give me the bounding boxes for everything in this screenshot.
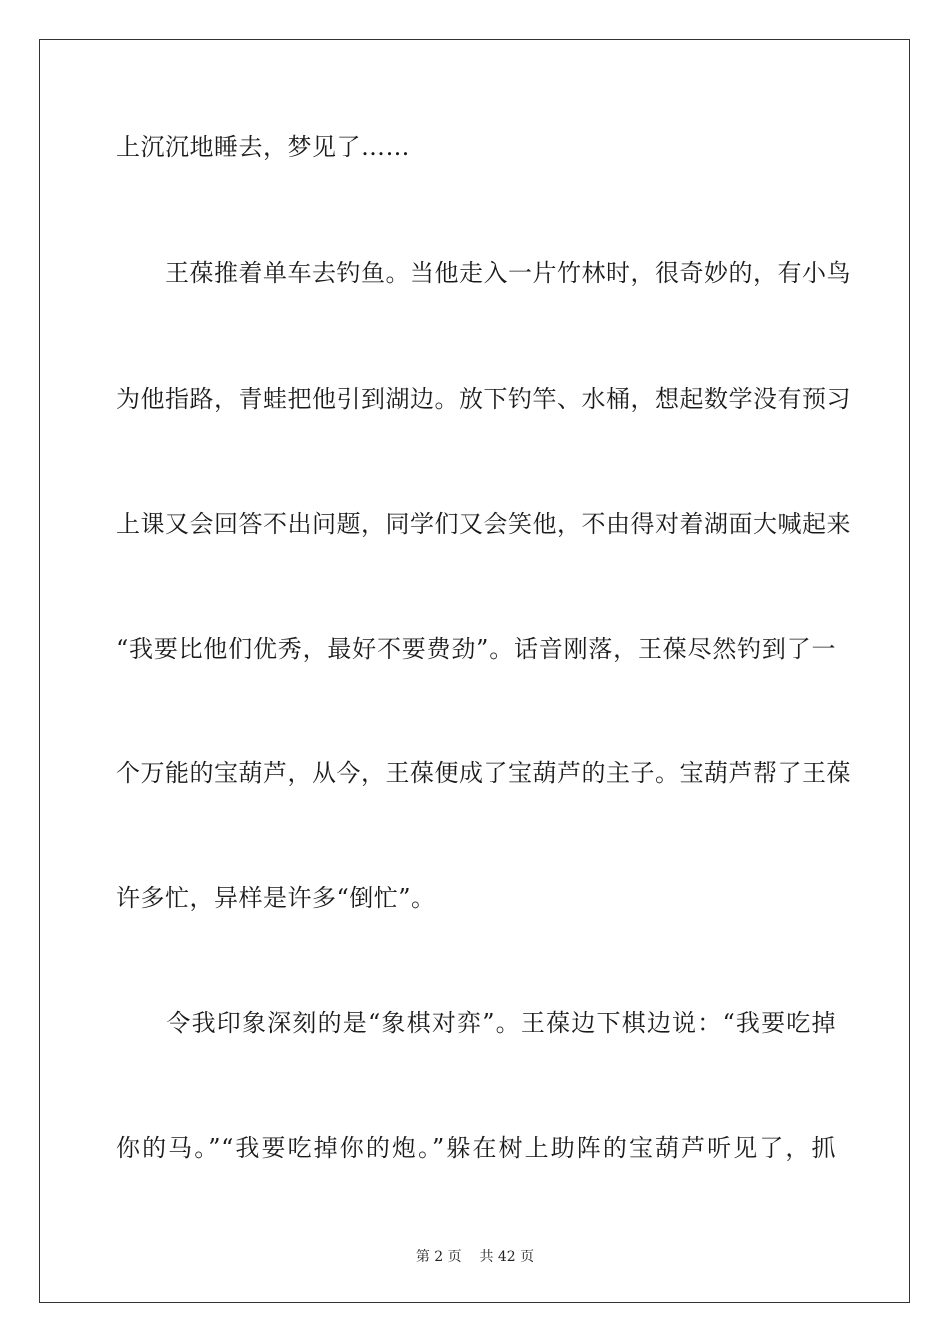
- page-border: [39, 39, 910, 1303]
- text-line: 你的马。”“我要吃掉你的炮。”躲在树上助阵的宝葫芦听见了，抓: [116, 1134, 836, 1162]
- text-line: 为他指路，青蛙把他引到湖边。放下钓竿、水桶，想起数学没有预习: [116, 385, 851, 413]
- text-line: “我要比他们优秀，最好不要费劲”。话音刚落，王葆尽然钓到了一: [116, 635, 836, 663]
- page-number: 第 2 页: [415, 1249, 462, 1265]
- text-line: 上沉沉地睡去，梦见了……: [116, 133, 410, 161]
- text-line: 令我印象深刻的是“象棋对弈”。王葆边下棋边说：“我要吃掉: [116, 1009, 836, 1037]
- page-footer: [0, 1247, 950, 1267]
- text-line: 上课又会回答不出问题，同学们又会笑他，不由得对着湖面大喊起来: [116, 510, 851, 538]
- text-line: 个万能的宝葫芦，从今，王葆便成了宝葫芦的主子。宝葫芦帮了王葆: [116, 759, 851, 787]
- text-line: 王葆推着单车去钓鱼。当他走入一片竹林时，很奇妙的，有小鸟: [116, 259, 851, 287]
- page-total: 共 42 页: [479, 1249, 535, 1265]
- text-line: 许多忙，异样是许多“倒忙”。: [116, 884, 436, 912]
